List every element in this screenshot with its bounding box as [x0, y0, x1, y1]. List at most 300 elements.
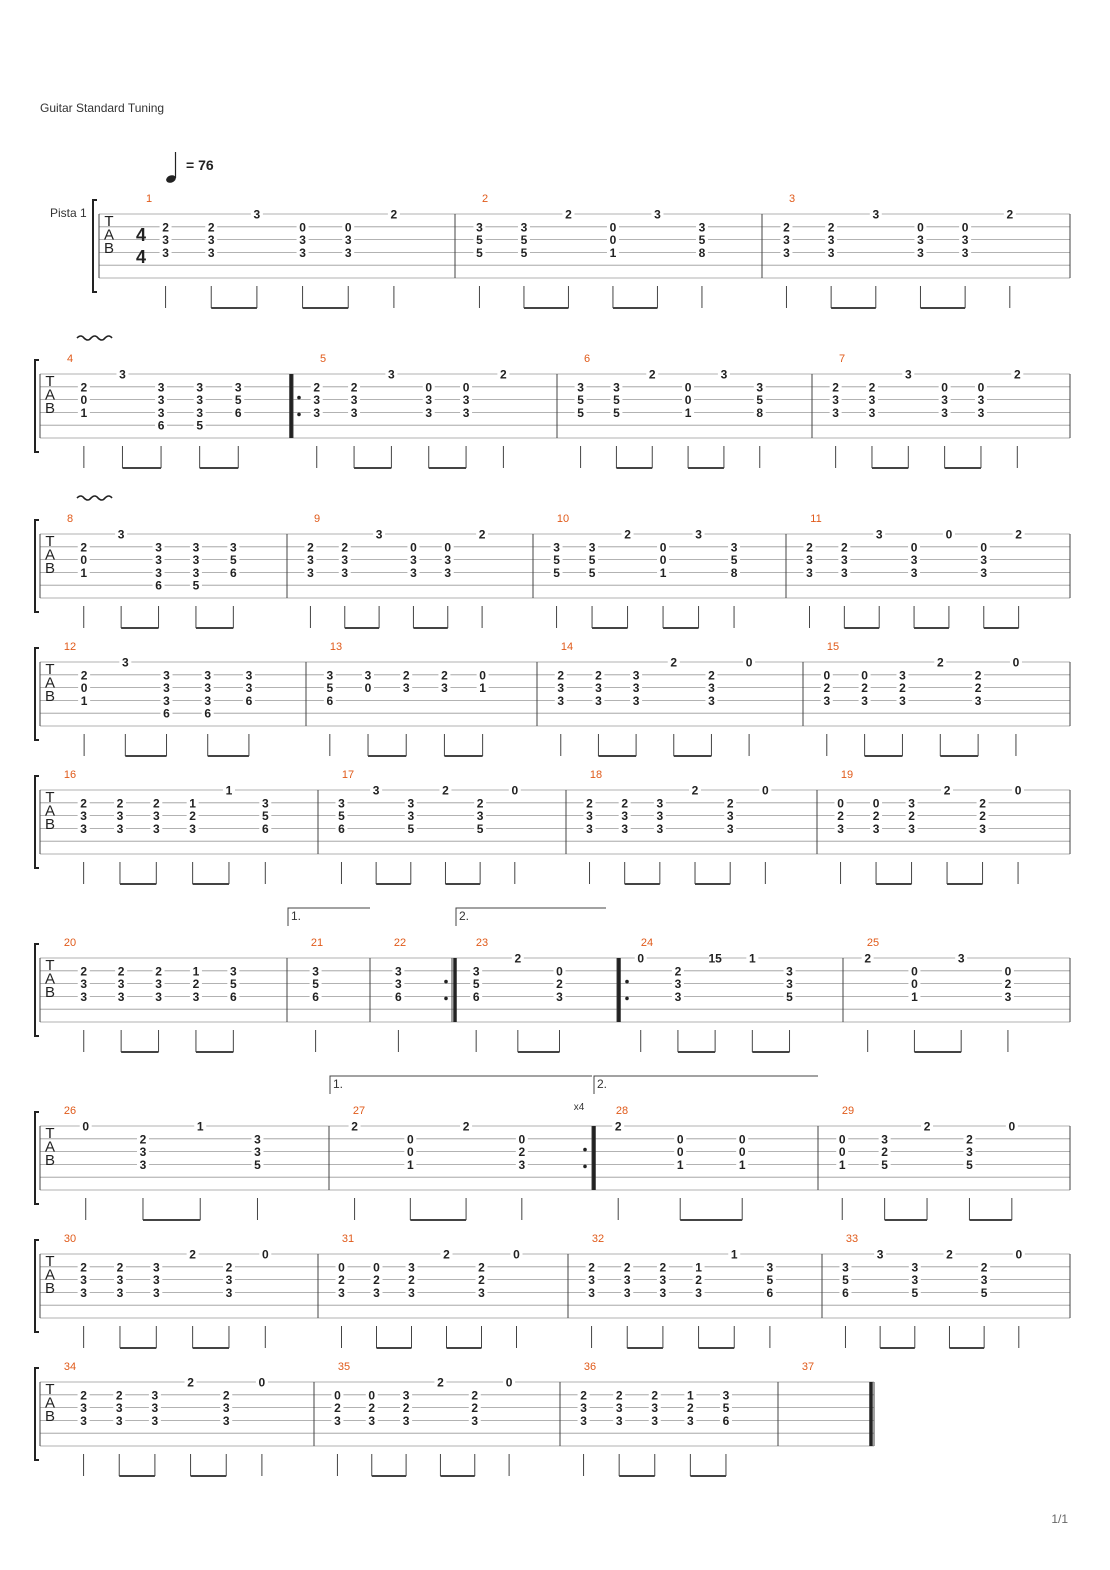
tab-note: 5: [254, 1157, 261, 1172]
measure-number: 35: [337, 1361, 351, 1373]
tab-note: 3: [615, 1401, 623, 1416]
tab-note: 2: [936, 655, 944, 670]
tab-note: 3: [698, 220, 706, 235]
tab-clef-letter: T: [45, 373, 55, 390]
tab-note: 2: [783, 220, 790, 235]
tab-clef-letter: T: [45, 957, 55, 974]
measure-number: 14: [560, 641, 574, 653]
tab-note: 3: [163, 668, 170, 683]
tab-note: 2: [115, 1388, 123, 1403]
measure-number: 1: [145, 193, 153, 205]
tab-note: 3: [577, 380, 584, 395]
system-bracket: [35, 944, 39, 1036]
measure-number: 9: [313, 513, 321, 525]
tab-note: 3: [595, 693, 602, 708]
tab-note: 3: [518, 1157, 526, 1172]
measure-number: 24: [640, 937, 654, 949]
tab-note: 0: [80, 553, 88, 568]
tab-note: 0: [556, 964, 563, 979]
tab-note: 3: [730, 540, 738, 555]
tab-note: 2: [471, 1401, 479, 1416]
tab-note: 3: [116, 821, 124, 836]
tab-note: 3: [556, 989, 563, 1004]
measure-number: 16: [63, 769, 77, 781]
volta-bracket: [456, 908, 606, 926]
tab-note: 2: [588, 1260, 595, 1275]
tab-note: 2: [557, 668, 565, 683]
tab-note: 3: [80, 1401, 87, 1416]
system-bracket: [35, 1368, 39, 1460]
measure-number: 22: [393, 937, 407, 949]
tab-note: 2: [390, 207, 398, 222]
tab-note: 3: [917, 233, 924, 248]
tab-note: 1: [80, 565, 88, 580]
tab-clef-letter: A: [44, 1138, 56, 1156]
tab-note: 3: [408, 1260, 415, 1275]
tab-note: 2: [368, 1401, 376, 1416]
measure-number: 30: [63, 1233, 77, 1245]
tab-clef-letter: T: [45, 789, 55, 806]
tab-note: 1: [676, 1157, 684, 1172]
volta-label: 2.: [597, 1077, 608, 1091]
tab-note: 3: [402, 681, 410, 696]
tab-note: 3: [192, 989, 200, 1004]
tab-note: 5: [476, 245, 483, 260]
tab-note: 2: [1015, 527, 1022, 542]
tab-note: 3: [837, 821, 844, 836]
tab-note: 3: [151, 1388, 159, 1403]
tab-note: 5: [577, 405, 584, 420]
tab-note: 6: [229, 565, 237, 580]
measure-number: 31: [341, 1233, 355, 1245]
tab-note: 0: [872, 796, 880, 811]
tab-clef-letter: T: [45, 1253, 55, 1270]
tab-note: 3: [722, 1388, 730, 1403]
tab-note: 2: [556, 977, 563, 992]
tab-note: 5: [192, 578, 200, 593]
tab-note: 0: [505, 1375, 513, 1390]
tab-note: 2: [974, 668, 982, 683]
tab-note: 3: [868, 393, 876, 408]
tab-note: 3: [756, 380, 764, 395]
tab-note: 2: [1004, 977, 1012, 992]
tab-note: 3: [157, 380, 165, 395]
tab-note: 5: [786, 989, 793, 1004]
tab-note: 3: [588, 1273, 595, 1288]
tab-note: 2: [565, 207, 572, 222]
tab-note: 2: [651, 1388, 659, 1403]
tab-note: 0: [738, 1132, 746, 1147]
tab-note: 3: [395, 977, 402, 992]
tab-note: 2: [189, 809, 196, 824]
tab-note: 5: [312, 977, 319, 992]
tab-note: 3: [899, 693, 906, 708]
tab-note: 0: [406, 1145, 414, 1160]
tab-note: 0: [518, 1132, 526, 1147]
tab-note: 3: [580, 1401, 587, 1416]
tab-note: 3: [115, 1413, 123, 1428]
tab-note: 2: [222, 1388, 230, 1403]
tab-note: 3: [350, 393, 358, 408]
page-number: 1/1: [1051, 1512, 1068, 1526]
tab-note: 2: [341, 540, 349, 555]
tab-note: 3: [119, 367, 126, 382]
tab-note: 0: [637, 951, 645, 966]
tab-note: 2: [478, 527, 486, 542]
tab-note: 2: [674, 964, 682, 979]
tab-clef-letter: T: [45, 661, 55, 678]
tab-note: 2: [908, 809, 915, 824]
tab-note: 0: [838, 1132, 846, 1147]
tab-note: 3: [588, 1285, 595, 1300]
tab-note: 3: [941, 393, 948, 408]
tab-clef-letter: B: [44, 688, 56, 705]
tab-note: 3: [326, 668, 334, 683]
tab-note: 3: [632, 681, 640, 696]
tab-note: 2: [648, 367, 656, 382]
tab-note: 3: [586, 821, 593, 836]
tab-clef-letter: B: [44, 984, 56, 1001]
tab-note: 3: [313, 405, 321, 420]
tab-note: 2: [476, 796, 484, 811]
tab-note: 3: [299, 233, 306, 248]
tab-note: 3: [674, 989, 682, 1004]
tab-note: 2: [943, 783, 951, 798]
measure-number: 13: [329, 641, 343, 653]
tab-note: 6: [312, 989, 319, 1004]
tab-note: 3: [139, 1145, 147, 1160]
tab-note: 0: [676, 1145, 684, 1160]
tab-note: 3: [957, 951, 965, 966]
system-bracket: [35, 1112, 39, 1204]
volta-bracket: [330, 1076, 592, 1094]
tab-note: 3: [832, 393, 839, 408]
system-bracket: [35, 776, 39, 868]
volta-label: 1.: [291, 909, 302, 923]
tab-note: 2: [152, 796, 160, 811]
tab-note: 2: [687, 1401, 694, 1416]
tab-note: 2: [139, 1132, 147, 1147]
tab-note: 3: [245, 681, 253, 696]
tab-note: 2: [659, 1260, 667, 1275]
tab-note: 3: [189, 821, 196, 836]
tab-note: 3: [229, 964, 237, 979]
tab-clef-letter: B: [44, 816, 56, 833]
tab-note: 2: [708, 668, 715, 683]
tab-note: 3: [462, 393, 470, 408]
tab-note: 3: [116, 1285, 124, 1300]
tab-note: 3: [80, 809, 87, 824]
tab-note: 3: [192, 565, 200, 580]
tab-note: 0: [609, 220, 617, 235]
tab-note: 2: [500, 367, 507, 382]
tab-note: 3: [908, 821, 915, 836]
measure-number: 2: [481, 193, 489, 205]
tab-note: 3: [613, 380, 620, 395]
tab-note: 0: [513, 1247, 520, 1262]
tab-note: 0: [961, 220, 969, 235]
tab-note: 5: [326, 681, 334, 696]
tab-note: 3: [472, 964, 480, 979]
time-signature-bottom: 4: [135, 247, 147, 267]
tab-note: 3: [407, 796, 415, 811]
tab-note: 3: [966, 1145, 973, 1160]
tab-note: 2: [116, 796, 124, 811]
tab-note: 3: [80, 1285, 87, 1300]
tab-note: 0: [823, 668, 831, 683]
tab-note: 2: [116, 1260, 124, 1275]
tab-note: 3: [823, 693, 831, 708]
tab-note: 3: [192, 540, 200, 555]
tab-note: 3: [979, 821, 986, 836]
tab-note: 3: [307, 553, 314, 568]
tab-note: 3: [708, 693, 715, 708]
tab-note: 6: [261, 821, 269, 836]
tab-note: 2: [614, 1119, 622, 1134]
tab-note: 3: [410, 565, 417, 580]
tab-note: 5: [722, 1401, 730, 1416]
tab-note: 3: [225, 1273, 233, 1288]
tab-note: 5: [476, 233, 483, 248]
tab-note: 3: [783, 245, 790, 260]
tab-note: 0: [977, 380, 985, 395]
tab-note: 3: [656, 821, 664, 836]
tab-note: 3: [373, 1285, 380, 1300]
tab-note: 3: [80, 1273, 87, 1288]
tab-note: 3: [163, 681, 170, 696]
tab-note: 3: [364, 668, 372, 683]
measure-number: 3: [788, 193, 796, 205]
tab-note: 3: [152, 809, 160, 824]
tab-note: 6: [338, 821, 345, 836]
tab-note: 5: [842, 1273, 849, 1288]
tab-system: [35, 1105, 1070, 1220]
tab-note: 0: [334, 1388, 341, 1403]
tab-note: 3: [832, 405, 839, 420]
tab-note: 3: [580, 1413, 587, 1428]
tab-note: 2: [832, 380, 839, 395]
tab-note: 3: [402, 1413, 410, 1428]
tab-note: 3: [651, 1401, 659, 1416]
tab-note: 3: [726, 809, 734, 824]
tab-note: 3: [911, 1260, 919, 1275]
measure-number: 25: [866, 937, 880, 949]
measure-number: 15: [826, 641, 840, 653]
tab-note: 1: [687, 1388, 694, 1403]
tab-note: 3: [254, 1145, 261, 1160]
tab-note: 3: [204, 693, 212, 708]
tab-note: 0: [659, 540, 667, 555]
tab-note: 3: [961, 245, 969, 260]
tab-note: 3: [941, 405, 948, 420]
tab-note: 3: [621, 821, 629, 836]
tab-note: 2: [373, 1273, 380, 1288]
tab-note: 3: [407, 809, 415, 824]
track-label: Pista 1: [50, 206, 87, 220]
tab-note: 2: [624, 527, 631, 542]
tab-note: 6: [157, 418, 165, 433]
tab-note: 5: [229, 977, 237, 992]
tab-note: 2: [827, 220, 835, 235]
tab-note: 2: [441, 668, 448, 683]
tab-note: 3: [917, 245, 924, 260]
tab-note: 5: [476, 821, 484, 836]
volta-bracket: [594, 1076, 818, 1094]
tab-note: 3: [157, 405, 165, 420]
tab-note: 3: [338, 1285, 345, 1300]
tab-note: 5: [577, 393, 584, 408]
tab-note: 5: [730, 553, 738, 568]
tab-note: 2: [80, 964, 88, 979]
tab-note: 3: [121, 655, 129, 670]
measure-number: 12: [63, 641, 77, 653]
tab-note: 2: [881, 1145, 888, 1160]
system-bracket: [35, 648, 39, 740]
tab-note: 5: [553, 553, 560, 568]
tab-note: 3: [408, 1285, 415, 1300]
tab-note: 3: [623, 1285, 631, 1300]
system-bracket: [35, 520, 39, 612]
tab-note: 2: [187, 1375, 194, 1390]
tab-note: 2: [980, 1260, 988, 1275]
tab-note: 3: [229, 540, 237, 555]
tab-note: 3: [659, 1273, 667, 1288]
repeat-dot: [297, 413, 301, 417]
tab-system: [35, 1233, 1070, 1348]
tab-note: 3: [395, 964, 402, 979]
tab-note: 3: [872, 821, 880, 836]
tab-note: 3: [192, 553, 200, 568]
tab-note: 3: [196, 405, 204, 420]
tab-note: 0: [745, 655, 753, 670]
system-bracket: [93, 200, 97, 292]
tab-note: 3: [806, 553, 813, 568]
repeat-dot: [297, 396, 301, 400]
tab-note: 3: [827, 245, 835, 260]
tab-note: 3: [225, 1285, 233, 1300]
tab-note: 5: [520, 245, 528, 260]
tab-note: 2: [462, 1119, 470, 1134]
tab-note: 2: [478, 1273, 485, 1288]
tab-note: 5: [613, 405, 620, 420]
tab-note: 3: [557, 681, 565, 696]
tab-note: 6: [842, 1285, 849, 1300]
tab-note: 2: [402, 668, 410, 683]
tab-clef-letter: A: [44, 1394, 56, 1412]
tab-note: 2: [189, 1247, 196, 1262]
tab-note: 3: [207, 245, 215, 260]
tab-note: 3: [695, 1285, 702, 1300]
tab-note: 3: [410, 553, 417, 568]
tab-note: 3: [344, 233, 352, 248]
tab-clef-letter: A: [44, 386, 56, 404]
tab-note: 6: [204, 706, 212, 721]
tab-note: 5: [698, 233, 706, 248]
tab-clef-letter: B: [44, 1408, 56, 1425]
tab-note: 2: [155, 964, 162, 979]
tab-note: 3: [875, 527, 883, 542]
tab-system: [35, 353, 1070, 468]
tab-note: 1: [748, 951, 756, 966]
tab-note: 3: [152, 1273, 160, 1288]
tab-note: 3: [152, 1260, 160, 1275]
tab-note: 2: [162, 220, 169, 235]
tab-note: 2: [478, 1260, 485, 1275]
tab-note: 3: [615, 1413, 623, 1428]
tab-note: 3: [222, 1413, 230, 1428]
measure-number: 18: [589, 769, 603, 781]
tab-note: 0: [945, 527, 953, 542]
tab-note: 0: [373, 1260, 380, 1275]
tab-note: 3: [656, 809, 664, 824]
volta-label: 1.: [333, 1077, 344, 1091]
tab-note: 5: [588, 553, 596, 568]
tab-note: 2: [471, 1388, 479, 1403]
tab-note: 0: [406, 1132, 414, 1147]
tab-system: [93, 193, 1070, 308]
tab-note: 1: [738, 1157, 746, 1172]
tab-note: 15: [708, 951, 722, 966]
tab-note: 0: [80, 393, 88, 408]
measure-number: 28: [615, 1105, 629, 1117]
tab-note: 1: [838, 1157, 846, 1172]
tab-clef-letter: B: [44, 560, 56, 577]
tab-note: 3: [520, 220, 528, 235]
tab-note: 0: [659, 553, 667, 568]
tab-clef-letter: T: [45, 1381, 55, 1398]
tab-note: 3: [204, 681, 212, 696]
tab-note: 5: [553, 565, 560, 580]
tab-note: 0: [1014, 783, 1022, 798]
tab-note: 3: [659, 1285, 667, 1300]
tab-note: 3: [695, 527, 702, 542]
tab-note: 2: [334, 1401, 341, 1416]
tab-note: 3: [910, 553, 918, 568]
system-bracket: [35, 1240, 39, 1332]
repeat-dot: [444, 997, 448, 1001]
tab-note: 0: [609, 233, 617, 248]
tab-note: 1: [684, 405, 692, 420]
tab-clef-letter: A: [103, 226, 115, 244]
tab-note: 3: [899, 668, 906, 683]
tab-note: 3: [222, 1401, 230, 1416]
tab-note: 2: [192, 977, 200, 992]
tab-note: 6: [395, 989, 402, 1004]
tab-note: 1: [80, 405, 88, 420]
tab-note: 5: [520, 233, 528, 248]
tab-clef-letter: B: [44, 1280, 56, 1297]
tab-note: 3: [444, 565, 452, 580]
tab-note: 3: [476, 809, 484, 824]
tab-note: 3: [476, 220, 483, 235]
tab-note: 3: [155, 565, 162, 580]
tab-note: 2: [837, 809, 844, 824]
tab-note: 3: [977, 405, 985, 420]
measure-number: 32: [591, 1233, 605, 1245]
tab-note: 0: [338, 1260, 345, 1275]
tab-note: 3: [623, 1273, 631, 1288]
tab-note: 3: [204, 668, 212, 683]
tab-note: 3: [117, 527, 125, 542]
tab-note: 0: [910, 540, 918, 555]
tab-note: 3: [80, 977, 88, 992]
tab-note: 0: [462, 380, 470, 395]
tab-note: 3: [910, 565, 918, 580]
tab-note: 3: [441, 681, 448, 696]
tab-note: 5: [588, 565, 596, 580]
tab-note: 3: [80, 821, 87, 836]
tab-note: 2: [966, 1132, 973, 1147]
